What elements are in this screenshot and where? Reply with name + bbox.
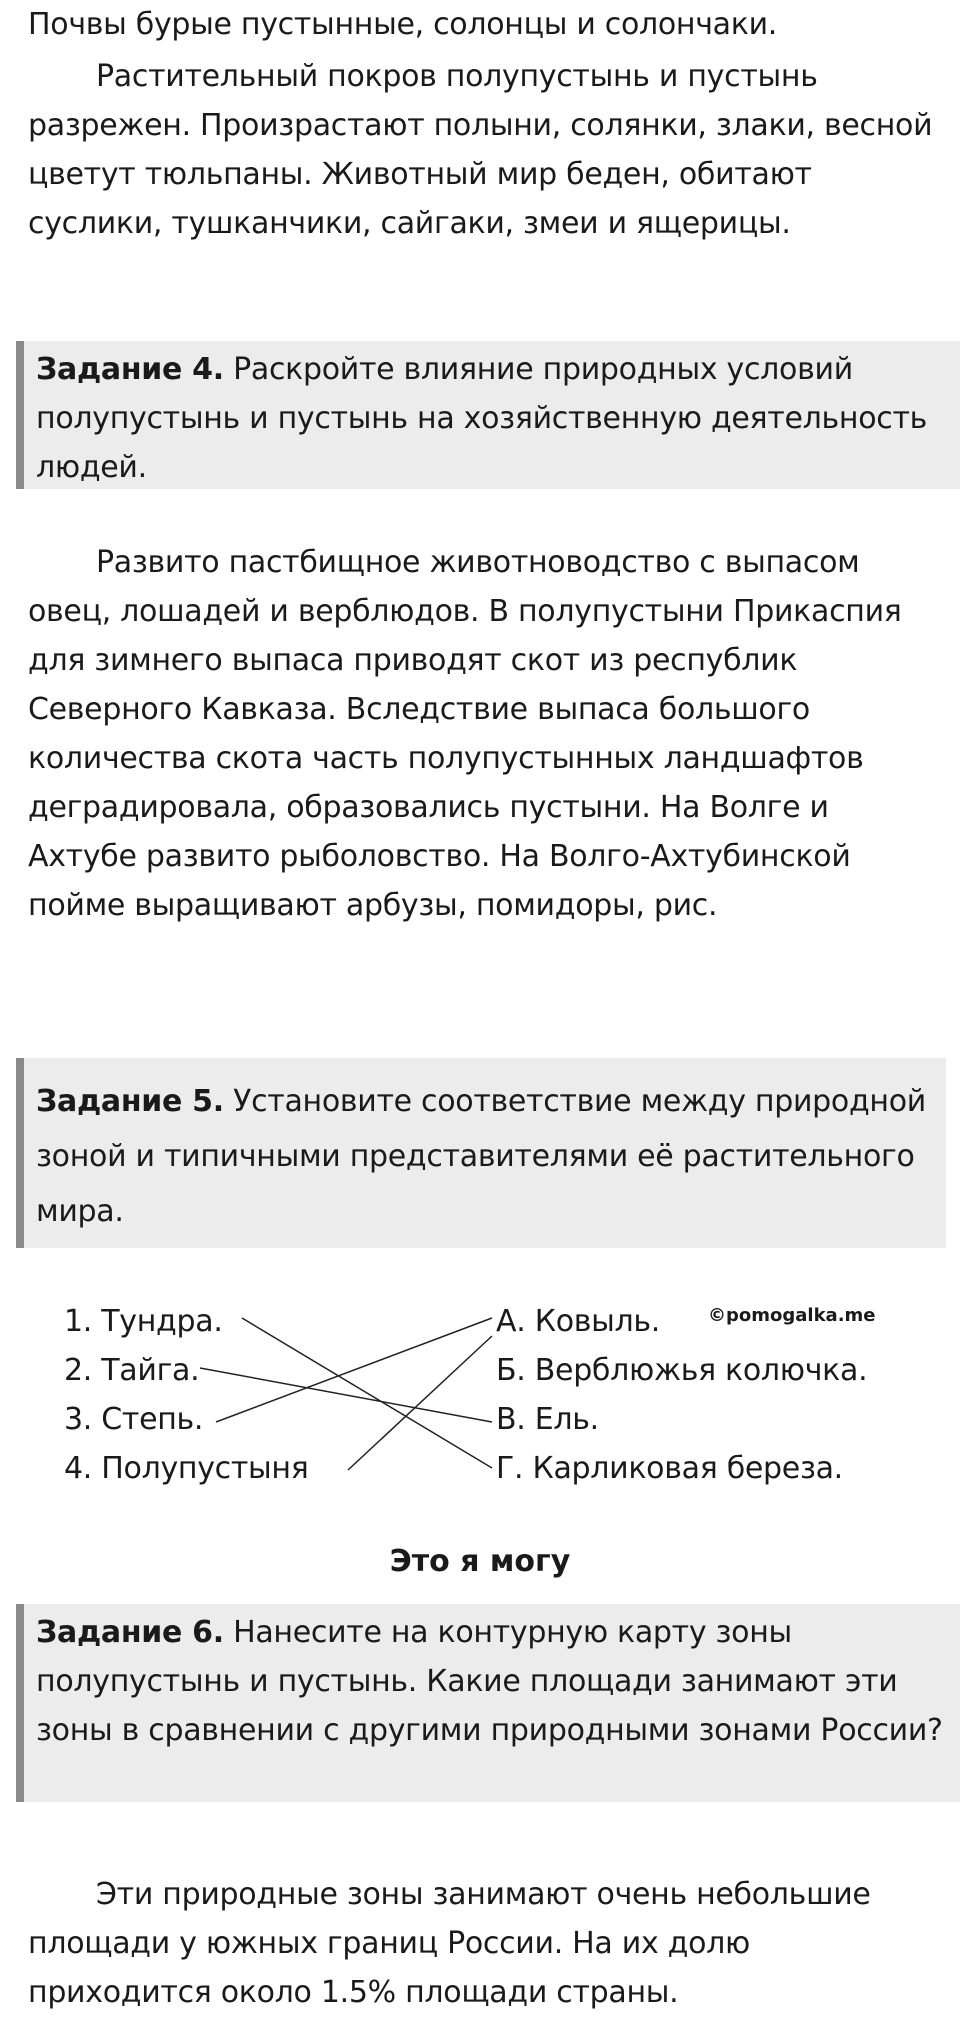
- plant-item: Б. Верблюжья колючка.: [496, 1353, 868, 1388]
- plant-item: А. Ковыль.: [496, 1304, 661, 1339]
- section-heading: Это я могу: [389, 1544, 571, 1579]
- task4-answer: Развито пастбищное животноводство с выпасом овец, лошадей и верблюдов. В полупустыни Прикаспия для зимнего выпаса приводят скот из республик Северного Кавказа. Вследствие выпаса большого количества скота часть полупустынных ландшафтов деградировала, образовались пустыни. На Волге и Ахтубе развито рыболовство. На Волго-Ахтубинской пойме выращивают арбузы, помидоры, рис.: [28, 545, 902, 923]
- zone-item: 4. Полупустыня: [64, 1451, 309, 1486]
- task5-text: Установите соответствие между природной зоной и типичными представителями её растительного мира.: [36, 1084, 926, 1229]
- match-line: [216, 1318, 492, 1422]
- zone-item: 2. Тайга.: [64, 1353, 200, 1388]
- plant-item: В. Ель.: [496, 1402, 599, 1437]
- task6-answer: Эти природные зоны занимают очень небольшие площади у южных границ России. На их долю приходится около 1.5% площади страны.: [28, 1877, 871, 2010]
- task6-text: Нанесите на контурную карту зоны полупустынь и пустынь. Какие площади занимают эти зоны в сравнении с другими природными зонами России?: [36, 1615, 943, 1748]
- match-line: [348, 1336, 492, 1470]
- plant-item: Г. Карликовая береза.: [496, 1451, 843, 1486]
- task6-label: Задание 6.: [36, 1615, 224, 1650]
- intro-paragraph: Растительный покров полупустынь и пустынь разрежен. Произрастают полыни, солянки, злаки, весной цветут тюльпаны. Животный мир беден, обитают суслики, тушканчики, сайгаки, змеи и ящерицы.: [28, 59, 933, 241]
- match-line: [242, 1318, 492, 1468]
- zone-item: 1. Тундра.: [64, 1304, 223, 1339]
- task5-label: Задание 5.: [36, 1084, 224, 1119]
- zone-item: 3. Степь.: [64, 1402, 204, 1437]
- task4-label: Задание 4.: [36, 352, 224, 387]
- task6-box: [16, 1604, 960, 1802]
- intro-soil-line: Почвы бурые пустынные, солонцы и солончаки.: [28, 7, 778, 42]
- watermark: ©pomogalka.me: [708, 1305, 876, 1326]
- task4-text: Раскройте влияние природных условий полупустынь и пустынь на хозяйственную деятельность людей.: [36, 352, 928, 485]
